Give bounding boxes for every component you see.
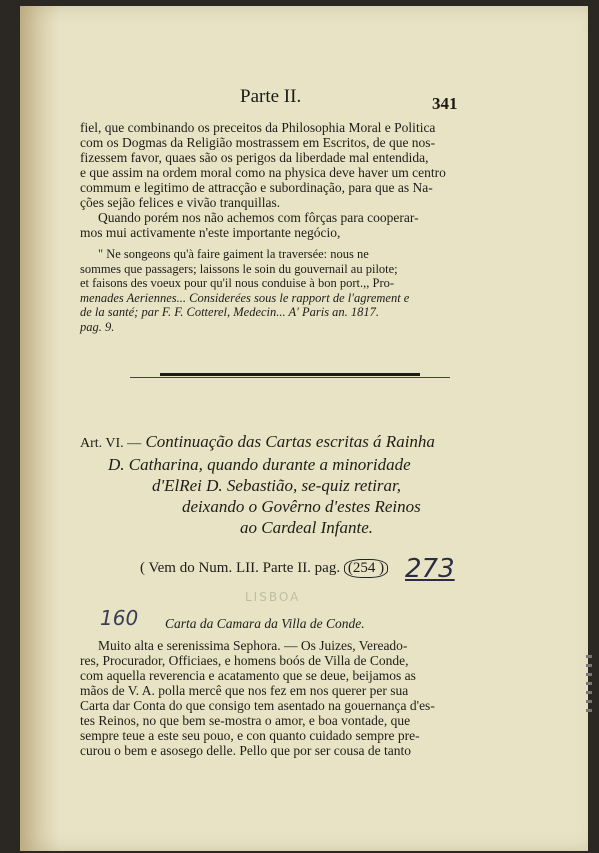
text-line: ções sejão felices e vivão tranquillas. — [80, 195, 281, 210]
text-line: e que assim na ordem moral como na physica deve haver um centro — [80, 165, 446, 180]
continuation-note — [140, 559, 388, 578]
continuation-text: ( Vem do Num. LII. Parte II. pag. — [140, 560, 341, 576]
text-line: com os Dogmas da Religião mostrassem em Escritos, de que nos- — [80, 135, 436, 150]
quote-line: sommes que passagers; laissons le soin du gouvernail au pilote; — [80, 261, 398, 276]
letter-body — [80, 638, 485, 758]
page-gutter-shadow — [20, 6, 60, 851]
text-line: mos mui activamente n'este importante negócio, — [80, 225, 341, 240]
letter-title: Carta da Camara da Villa de Conde. — [165, 616, 365, 631]
letter-line: Muito alta e serenissima Sephora. — Os Juizes, Vereado- — [98, 638, 408, 653]
article-heading — [80, 431, 490, 538]
page-edge-marks — [586, 655, 592, 715]
letter-line: Carta dar Conta do que consigo tem asentado na gouernança d'es- — [80, 698, 435, 713]
page-reference: (254 ) — [344, 559, 388, 578]
article-title-line: D. Catharina, quando durante a minoridade — [108, 455, 411, 474]
letter-line: mãos de V. A. polla mercê que nos fez em nos querer per sua — [80, 683, 409, 698]
text-line: fizessem favor, quaes são os perigos da liberdade mal entendida, — [80, 150, 429, 165]
letter-line: curou o bem e asosego delle. Pello que por ser cousa de tanto — [80, 743, 412, 758]
book-page — [20, 6, 588, 851]
quote-line: et faisons des voeux pour qu'il nous conduise à bon port.,, Pro- — [80, 276, 395, 290]
letter-line: tes Reinos, no que bem se-mostra o amor, e boa vontade, que — [80, 713, 411, 728]
article-title-line: deixando o Govêrno d'estes Reinos — [182, 497, 421, 516]
article-title-line: ao Cardeal Infante. — [240, 518, 373, 537]
quote-line: menades Aeriennes... Considerées sous le rapport de l'agrement e — [80, 290, 410, 305]
quote-line: de la santé; par F. F. Cotterel, Medecin... A' Paris an. 1817. — [80, 305, 380, 319]
handwritten-page-reference: 273 — [405, 554, 455, 584]
running-head: Parte II. — [240, 86, 302, 107]
article-title-line: d'ElRei D. Sebastião, se-quiz retirar, — [152, 476, 402, 495]
french-quotation — [80, 247, 482, 334]
quote-line: pag. 9. — [80, 319, 115, 334]
text-line: commum e legitimo de attracção e subordinação, para que as Na- — [80, 180, 433, 195]
letter-line: com aquella reverencia e acatamento que se deue, beijamos as — [80, 668, 416, 683]
paragraph-2 — [80, 210, 482, 240]
text-line: fiel, que combinando os preceitos da Philosophia Moral e Politica — [80, 120, 436, 135]
library-stamp: LISBOA — [245, 590, 301, 604]
handwritten-number: 160 — [100, 606, 139, 630]
article-title-line: Continuação das Cartas escritas á Rainha — [145, 432, 435, 451]
article-number: Art. VI. — — [80, 436, 142, 451]
paragraph-1 — [80, 120, 482, 210]
page-number: 341 — [432, 94, 458, 113]
quote-line: " Ne songeons qu'à faire gaiment la traversée: nous ne — [98, 247, 369, 261]
letter-line: sempre teue a este seu pouo, e con quanto cuidado sempre pre- — [80, 728, 420, 743]
text-line: Quando porém nos não achemos com fôrças para cooperar- — [98, 210, 419, 225]
section-divider — [160, 373, 420, 376]
page-header — [20, 86, 588, 116]
letter-line: res, Procurador, Officiaes, e homens boós de Villa de Conde, — [80, 653, 409, 668]
